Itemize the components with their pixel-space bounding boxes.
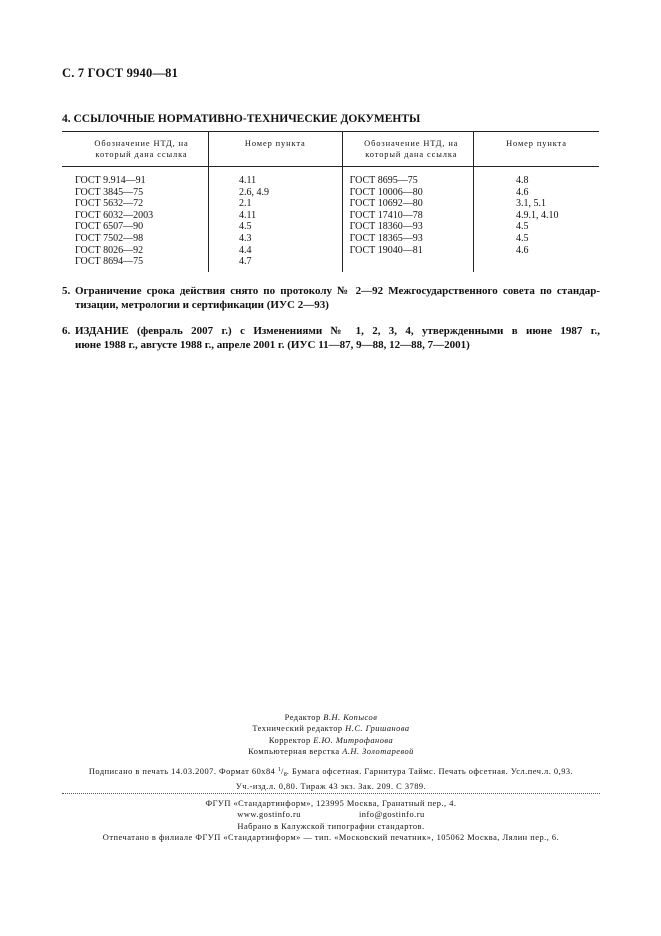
doc-designation: ГОСТ 9.914—91	[75, 175, 146, 186]
doc-designation: ГОСТ 6032—2003	[75, 209, 154, 221]
publisher-website-link[interactable]: www.gostinfo.ru	[237, 810, 301, 820]
table-row	[62, 245, 599, 257]
doc-designation: ГОСТ 8695—75	[342, 167, 473, 187]
doc-designation: ГОСТ 8026—92	[75, 244, 144, 256]
doc-designation: ГОСТ 10006—80	[342, 187, 473, 199]
table-row	[62, 221, 599, 233]
printed-note: Отпечатано в филиале ФГУП «Стандартинформ» — тип. «Московский печатник», 105062 Москва, Лялин пер., 6.	[102, 833, 560, 843]
clause-number	[473, 256, 599, 272]
table-row	[62, 210, 599, 222]
table-row	[62, 187, 599, 199]
print-info-line1: Подписано в печать 14.03.2007. Формат 60x84 $^1/_8$. Бумага офсетная. Гарнитура Таймс. Печать офсетная. Усл.печ.л. 0,93.	[88, 767, 574, 778]
publisher-info	[62, 798, 600, 844]
doc-designation: ГОСТ 18360—93	[342, 221, 473, 233]
clause-number: 4.5	[473, 233, 599, 245]
clause-number: 2.1	[208, 198, 342, 210]
doc-designation: ГОСТ 17410—78	[342, 210, 473, 222]
credit-editor: Редактор В.Н. Копысов	[284, 713, 378, 722]
table-row	[62, 233, 599, 245]
doc-designation: ГОСТ 8694—75	[75, 256, 144, 268]
clause-number: 4.3	[208, 233, 342, 245]
doc-designation: ГОСТ 10692—80	[342, 198, 473, 210]
credit-proofreader: Корректор Е.Ю. Митрофанова	[268, 735, 394, 745]
clause-5-validity: 5. Ограничение срока действия снято по протоколу № 2—92 Межгосударственного совета по стандар- тизации, метрологии и сертификации (ИУС 2—93)	[62, 285, 600, 311]
doc-designation: ГОСТ 19040—81	[342, 245, 473, 257]
clause-number: 4.6	[473, 187, 599, 199]
table-row	[62, 167, 599, 187]
references-table	[62, 131, 599, 272]
publisher-email-link[interactable]: info@gostinfo.ru	[358, 810, 425, 820]
dotted-divider	[62, 793, 600, 794]
clause-number: 4.6	[473, 245, 599, 257]
print-info-line2: Уч.-изд.л. 0,80. Тираж 43 экз. Зак. 209. С 3789.	[235, 782, 427, 792]
credit-layout: Компьютерная верстка А.Н. Золотаревой	[248, 747, 414, 757]
clause-number: 4.11	[208, 210, 342, 222]
clause-6-edition: 6. ИЗДАНИЕ (февраль 2007 г.) с Изменениями № 1, 2, 3, 4, утвержденными в июне 1987 г., июне 1988 г., августе 1988 г., апреле 2001 г. (ИУС 11—87, 9—88, 12—88, 7—2001)	[62, 325, 600, 351]
print-info	[62, 765, 600, 793]
clause-number: 2.6, 4.9	[208, 187, 342, 199]
table-header-row	[62, 132, 599, 167]
publisher-address: ФГУП «Стандартинформ», 123995 Москва, Гранатный пер., 4.	[205, 799, 457, 808]
typeset-note: Набрано в Калужской типографии стандартов.	[237, 821, 425, 831]
credit-technical-editor: Технический редактор Н.С. Гришанова	[252, 724, 410, 734]
doc-designation: ГОСТ 7502—98	[75, 232, 144, 244]
clause-number: 4.4	[208, 245, 342, 257]
clause-number: 3.1, 5.1	[473, 198, 599, 210]
doc-designation: ГОСТ 18365—93	[342, 233, 473, 245]
clause-number: 4.5	[208, 221, 342, 233]
clause-number: 4.8	[473, 167, 599, 187]
doc-designation	[342, 256, 473, 272]
table-row	[62, 198, 599, 210]
doc-designation: ГОСТ 5632—72	[75, 198, 144, 210]
section-title-references: 4. ССЫЛОЧНЫЕ НОРМАТИВНО-ТЕХНИЧЕСКИЕ ДОКУМЕНТЫ	[62, 113, 421, 125]
doc-designation: ГОСТ 6507—90	[75, 221, 144, 233]
editorial-credits	[62, 712, 600, 758]
publisher-contacts	[62, 809, 600, 820]
column-header-designation-right: Обозначение НТД, на который дана ссылка	[342, 132, 473, 167]
doc-designation: ГОСТ 3845—75	[75, 186, 144, 198]
clause-number: 4.11	[208, 167, 342, 187]
column-header-clause-left: Номер пункта	[208, 132, 342, 167]
table-row	[62, 256, 599, 272]
clause-number: 4.9.1, 4.10	[473, 210, 599, 222]
page-header: С. 7 ГОСТ 9940—81	[62, 66, 179, 80]
column-header-designation-left: Обозначение НТД, на который дана ссылка	[62, 132, 208, 167]
clause-number: 4.5	[473, 221, 599, 233]
clause-number: 4.7	[208, 256, 342, 272]
column-header-clause-right: Номер пункта	[473, 132, 599, 167]
